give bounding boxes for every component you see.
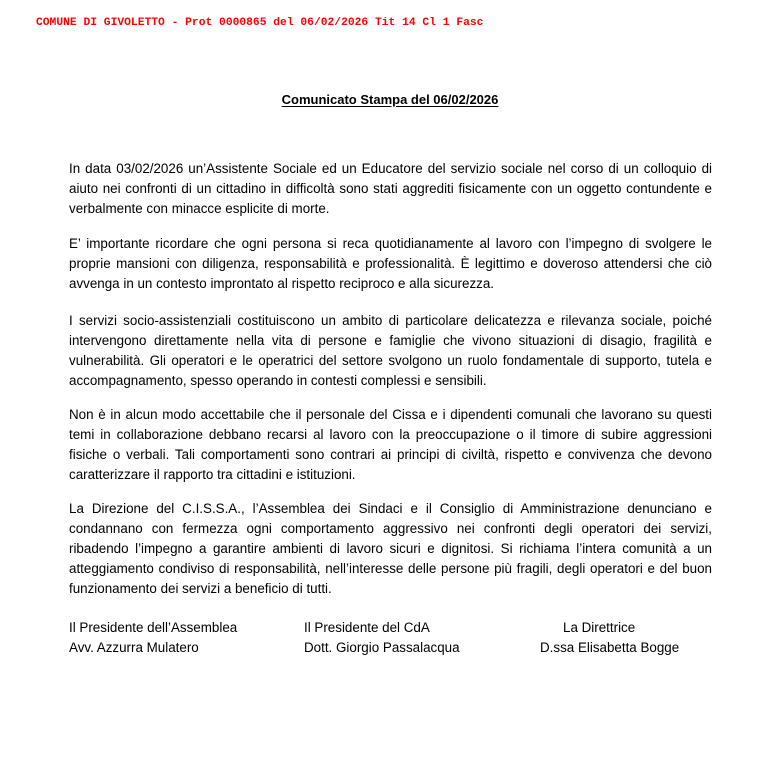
paragraph-social-services: I servizi socio-assistenziali costituiscono un ambito di particolare delicatezza e rilevanza sociale, poiché intervengono direttamente nella vita di persone e famiglie che vivono situazioni di disagio, fragilità e vulnerabilità. Gli operatori e le operatrici del settore svolgono un ruolo fondamentale di supporto, tutela e accompagnamento, spesso operando in contesti complessi e sensibili. bbox=[69, 313, 712, 388]
signature-assembly-president bbox=[69, 618, 237, 658]
page-title-text: Comunicato Stampa del 06/02/2026 bbox=[281, 92, 499, 107]
paragraph-workplace-respect: E’ importante ricordare che ogni persona si reca quotidianamente al lavoro con l’impegno di svolgere le proprie mansioni con diligenza, responsabilità e professionalità. È legittimo e doveroso attendersi che ciò avvenga in un contesto improntato al rispetto reciproco e alla sicurezza. bbox=[69, 236, 712, 291]
signature-name: Avv. Azzurra Mulatero bbox=[69, 640, 199, 655]
paragraph-unacceptable: Non è in alcun modo accettabile che il personale del Cissa e i dipendenti comunali che lavorano su questi temi in collaborazione debbano recarsi al lavoro con la preoccupazione o il timore di subire aggressioni fisiche o verbali. Tali comportamenti sono contrari ai principi di civiltà, rispetto e convivenza che devono caratterizzare il rapporto tra cittadini e istituzioni. bbox=[69, 407, 712, 482]
paragraph-incident: In data 03/02/2026 un’Assistente Sociale ed un Educatore del servizio sociale nel corso di un colloquio di aiuto nei confronti di un cittadino in difficoltà sono stati aggrediti fisicamente con un oggetto contundente e verbalmente con minacce esplicite di morte. bbox=[69, 161, 712, 216]
signature-role: Il Presidente dell’Assemblea bbox=[69, 620, 238, 635]
signature-name: Dott. Giorgio Passalacqua bbox=[304, 640, 460, 655]
paragraph-condemnation: La Direzione del C.I.S.S.A., l’Assemblea dei Sindaci e il Consiglio di Amministrazione denunciano e condannano con fermezza ogni comportamento aggressivo nei confronti degli operatori dei servizi, ribadendo l’impegno a garantire ambienti di lavoro sicuri e dignitosi. Si richiama l’intera comunità a un atteggiamento condiviso di responsabilità, nell’interesse delle persone più fragili, degli operatori e del buon funzionamento dei servizi a beneficio di tutti. bbox=[69, 501, 712, 596]
signature-role: Il Presidente del CdA bbox=[304, 620, 430, 635]
page-title bbox=[0, 92, 780, 107]
signature-board-president bbox=[304, 618, 460, 658]
signature-name: D.ssa Elisabetta Bogge bbox=[540, 640, 680, 655]
signature-director bbox=[540, 618, 679, 658]
signature-role: La Direttrice bbox=[563, 620, 636, 635]
protocol-stamp: COMUNE DI GIVOLETTO - Prot 0000865 del 06/02/2026 Tit 14 Cl 1 Fasc bbox=[36, 17, 484, 29]
